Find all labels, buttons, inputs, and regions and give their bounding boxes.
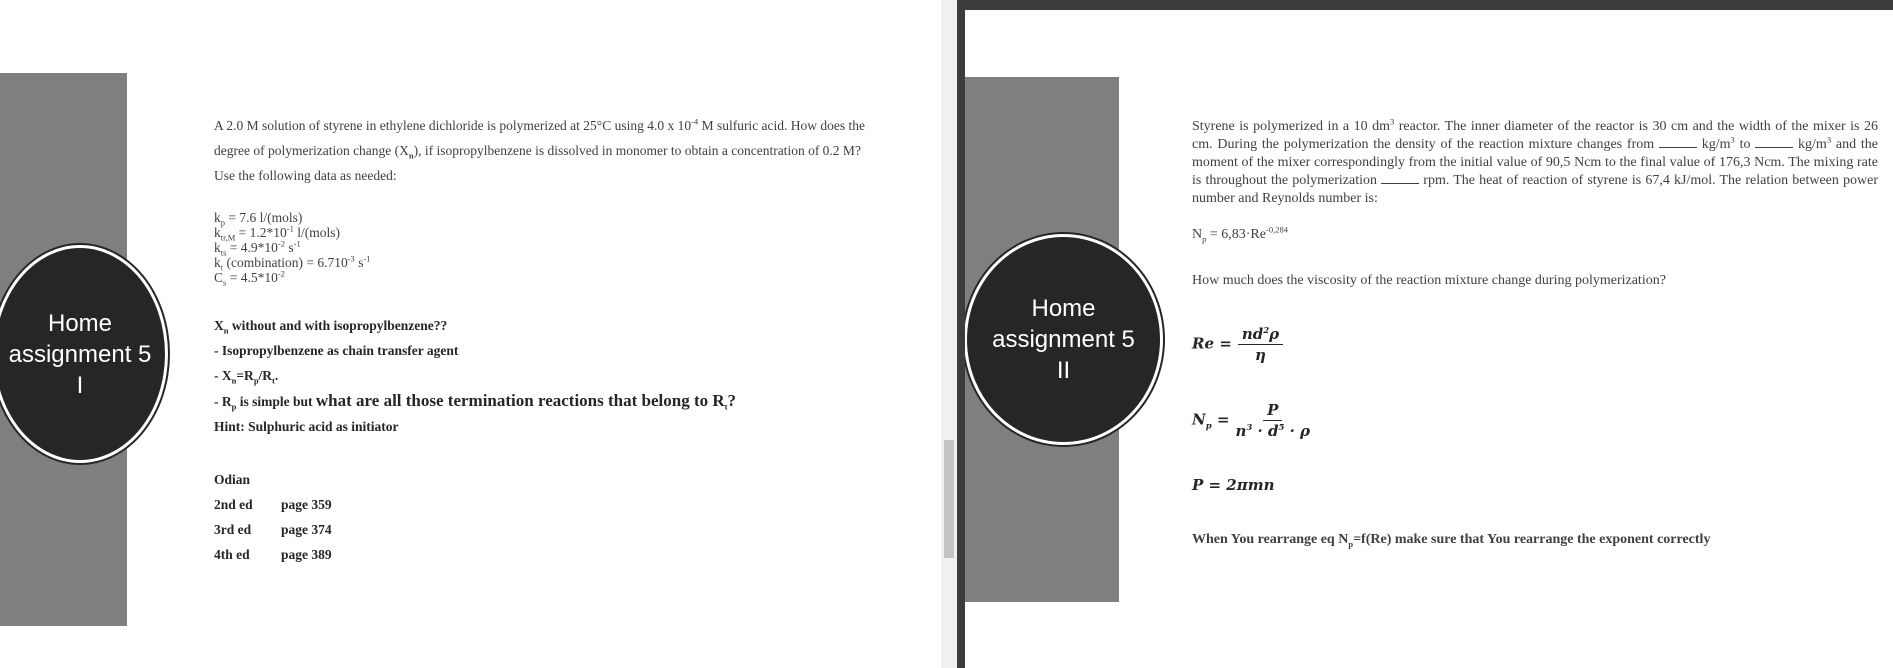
intro-line-2: degree of polymerization change $(X_n)$, if isopropylbenzene is dissolved in monomer to obtain a concentration of 0.2 M? [214, 143, 861, 161]
hint-termination: - $R_p$ is simple but what are all those termination reactions that belong to $R_t$? [214, 391, 736, 412]
slide-title-line-2: assignment 5 [992, 326, 1135, 353]
slide-title-line-1: Home [47, 309, 113, 337]
window-frame-left [957, 0, 965, 668]
intro-line-1: A 2.0 M solution of styrene in ethylene dichloride is polymerized at 25°C using 4.0 x $10^{-4}$ M sulfuric acid. How does the [214, 116, 866, 133]
hint-chain-transfer: - Isopropylbenzene as chain transfer agent [214, 343, 459, 358]
blank-initial-density[interactable] [1659, 147, 1697, 148]
hint-xn-ratio: - $X_n=R_p/R_t$. [214, 368, 279, 386]
data-kts: $k_{ts} = 4.9*10^{-2}$ $s^{-1}$ [214, 238, 301, 258]
problem-paragraph: Styrene is polymerized in a 10 $dm^3$ reactor. The inner diameter of the reactor is 30 cm and the width of the mixer is 26 cm. During the polymerization the density of the reaction mixture changes from $kg/m^3$ to $kg/m^3$ and the moment of the mixer correspondingly from the initial value of 90,5 Ncm to the final value of 176,3 Ncm. The mixing rate is throughout the polymerization rpm. The heat of reaction of styrene is 67,4 kJ/mol. The relation between power number and Reynolds number is: [1192, 116, 1879, 206]
slide-title-line-3: II [1056, 357, 1071, 384]
hints-block [214, 313, 934, 439]
scrollbar-thumb[interactable] [944, 440, 954, 558]
slide-2 [965, 0, 1893, 668]
power-equation: P = 2πmn [1192, 476, 1275, 494]
slide-title-circle [967, 237, 1160, 442]
data-kp: $k_p = 7.6$ l/(mols) [214, 210, 303, 228]
slide-title-circle [0, 248, 165, 460]
odian-references [214, 467, 514, 567]
slide-title-line-3: I [76, 371, 84, 399]
viscosity-question: How much does the viscosity of the reaction mixture change during polymerization? [1192, 273, 1666, 288]
odian-row: 2nd ed page 359 [214, 497, 332, 512]
window-frame-top [957, 0, 1893, 10]
intro-line-3: Use the following data as needed: [214, 168, 397, 183]
slide-title-line-2: assignment 5 [8, 340, 152, 368]
data-cs: $C_s = 4.5*10^{-2}$ [214, 268, 285, 288]
blank-final-density[interactable] [1755, 147, 1793, 148]
odian-title: Odian [214, 472, 251, 487]
rate-constants-list [214, 210, 371, 288]
odian-row: 3rd ed page 374 [214, 522, 332, 537]
vertical-scrollbar[interactable] [941, 0, 957, 668]
hint-xn: $X_n$ without and with isopropylbenzene?? [214, 318, 448, 336]
reynolds-equation: Re = $\frac{nd^2\rho}{\eta}$ [1192, 324, 1283, 365]
data-kt: $k_t$ (combination) = $6.710^{-3}$ $s^{-1}$ [214, 253, 371, 273]
power-number-equation: $N_p$ = $\frac{P}{n^3 \cdot d^5 \cdot \rho}$ [1192, 401, 1311, 440]
blank-mixing-rate[interactable] [1381, 183, 1419, 184]
odian-row: 4th ed page 389 [214, 547, 332, 562]
power-number-relation: $N_p = 6,83\cdot Re^{-0,284}$ [1192, 224, 1288, 244]
hint-initiator: Hint: Sulphuric acid as initiator [214, 419, 399, 434]
slide-1 [0, 0, 941, 668]
data-ktrm: $k_{tr,M} = 1.2*10^{-1}$ l/(mols) [214, 223, 341, 243]
problem-intro [214, 113, 934, 188]
slide-title-line-1: Home [1031, 295, 1096, 322]
rearrange-note: When You rearrange eq $N_p=f(Re)$ make sure that You rearrange the exponent correctly [1192, 532, 1711, 549]
